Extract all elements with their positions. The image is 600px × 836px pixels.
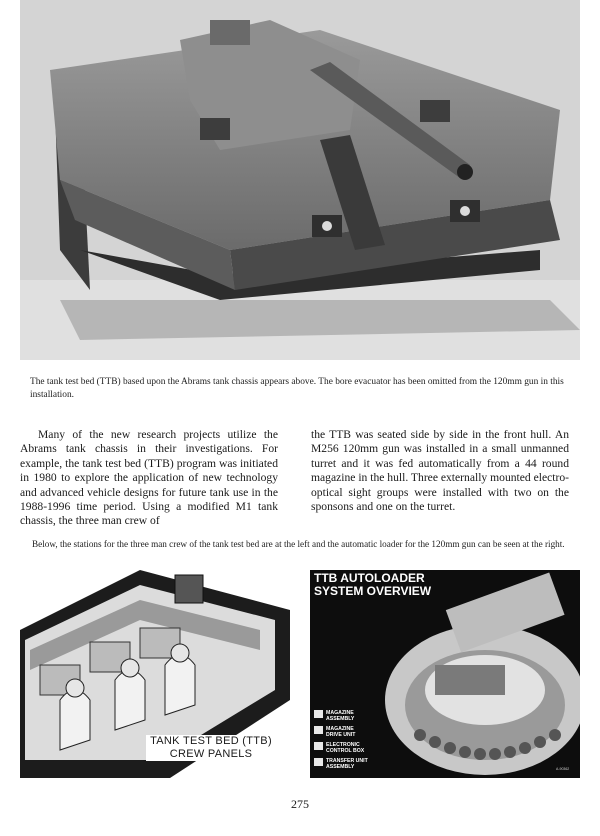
lower-photos-caption: Below, the stations for the three man crew of the tank test bed are at the left and the automatic loader for the 120mm gun can be seen at the right.	[32, 539, 565, 549]
legend-text-line: ASSEMBLY	[326, 716, 355, 722]
legend-swatch	[314, 742, 323, 750]
tank-illustration	[20, 0, 580, 360]
legend-text-line: TRANSFER UNIT	[326, 758, 368, 764]
legend-swatch	[314, 758, 323, 766]
autoloader-title-line1: TTB AUTOLOADER	[314, 571, 425, 585]
autoloader-legend	[314, 710, 404, 774]
crew-panels-label	[146, 735, 276, 761]
legend-item	[314, 726, 404, 738]
page-number: 275	[291, 797, 309, 811]
legend-swatch	[314, 710, 323, 718]
crew-label-line2: CREW PANELS	[169, 748, 253, 760]
crew-label-line1: TANK TEST BED (TTB)	[150, 735, 272, 747]
legend-item	[314, 710, 404, 722]
image-reference-code: A-90362	[556, 767, 570, 771]
autoloader-title	[314, 572, 514, 598]
legend-text-line: ASSEMBLY	[326, 764, 355, 770]
paragraph-left: Many of the new research projects utilize the Abrams tank chassis in their investigations. For example, the tank test bed (TTB) program was initiated in 1980 to explore the application of new technology and advanced vehicle designs for future tank use in the 1988-1996 time period. Using a modified M1 tank chassis, the three man crew of	[20, 428, 278, 528]
body-text-right-column	[311, 428, 569, 514]
legend-item	[314, 758, 404, 770]
tank-test-bed-photo	[20, 0, 580, 360]
legend-text-line: CONTROL BOX	[326, 748, 365, 754]
top-photo-caption: The tank test bed (TTB) based upon the Abrams tank chassis appears above. The bore evacuator has been omitted from the 120mm gun in this installation.	[30, 377, 564, 400]
paragraph-right: the TTB was seated side by side in the front hull. An M256 120mm gun was installed in a small unmanned turret and it was fed automatically from a 44 round magazine in the hull. Three externally mounted electro-optical sight groups were installed with two on the sponsons and one on the turret.	[311, 428, 569, 514]
legend-text-line: DRIVE UNIT	[326, 732, 356, 738]
autoloader-title-line2: SYSTEM OVERVIEW	[314, 584, 432, 598]
body-text-left-column	[20, 428, 278, 529]
legend-text-line: MAGAZINE	[326, 726, 354, 732]
legend-swatch	[314, 726, 323, 734]
legend-item	[314, 742, 404, 754]
legend-text-line: ELECTRONIC	[326, 742, 360, 748]
legend-text-line: MAGAZINE	[326, 710, 354, 716]
